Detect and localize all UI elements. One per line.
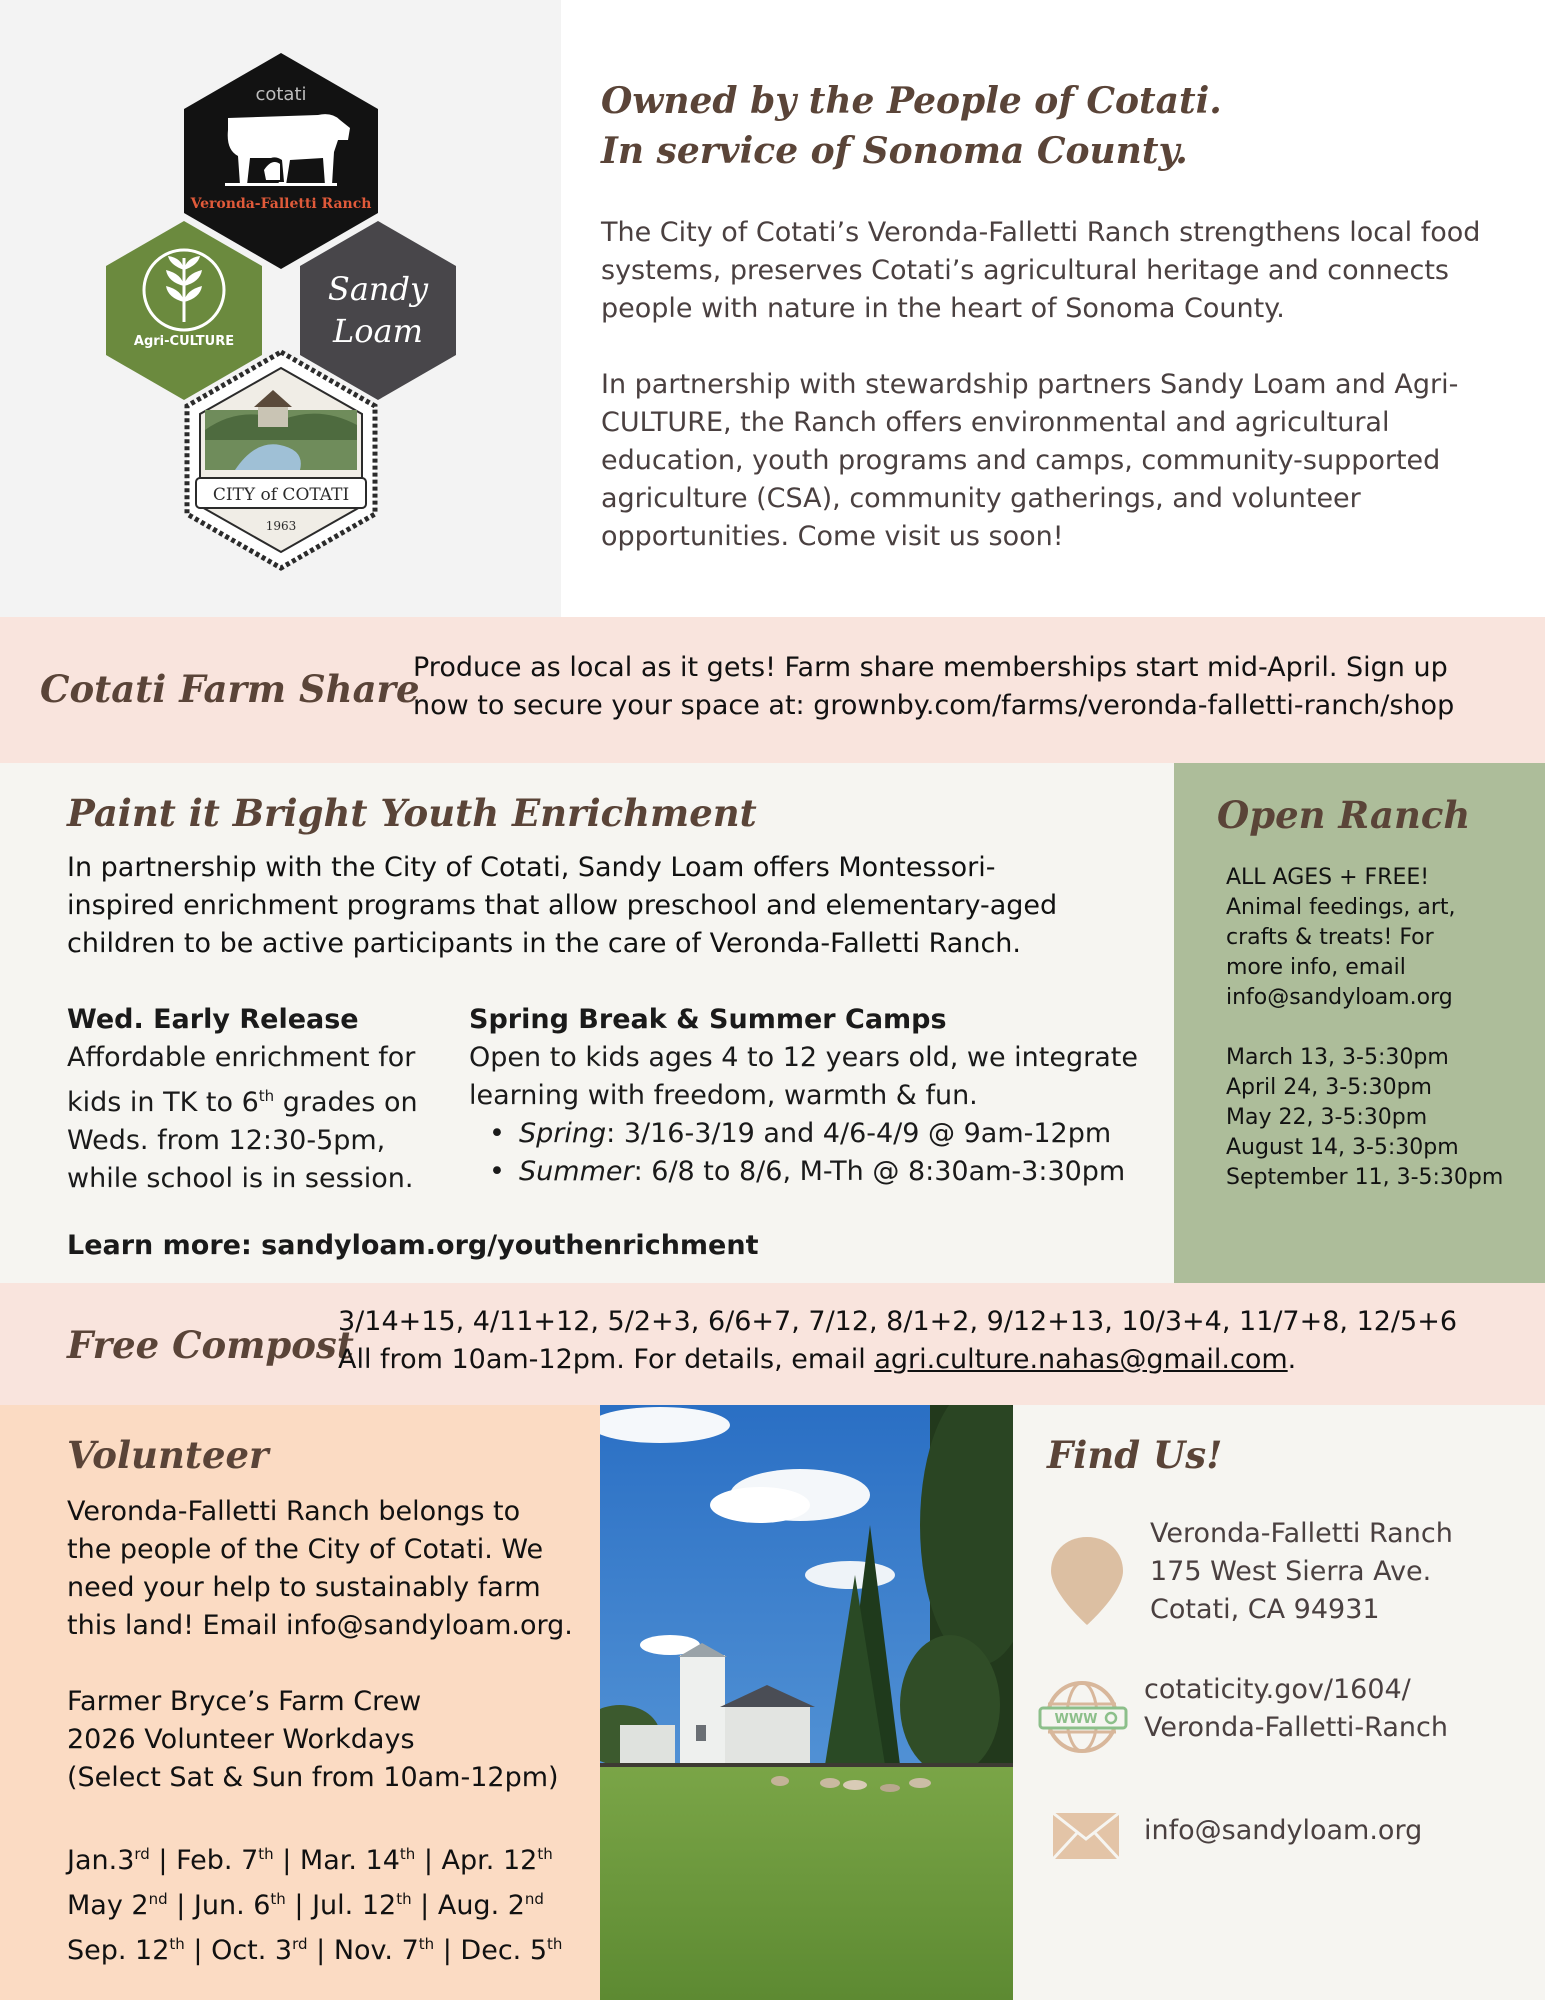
workday: Dec. 5 <box>460 1935 548 1966</box>
open-ranch-dates <box>1226 1043 1525 1193</box>
ordinal-suffix: th <box>547 1935 563 1953</box>
open-ranch-desc-line: ALL AGES + FREE! <box>1226 865 1430 890</box>
svg-text:1963: 1963 <box>265 519 297 533</box>
camps-heading: Spring Break & Summer Camps <box>469 1004 947 1035</box>
headline-line-1: Owned by the People of Cotati. <box>601 80 1222 122</box>
find-us-title: Find Us! <box>1047 1433 1223 1477</box>
svg-text:Loam: Loam <box>333 312 423 350</box>
ordinal-suffix: nd <box>524 1890 544 1908</box>
workday: Aug. 2 <box>437 1890 525 1921</box>
crew-line: 2026 Volunteer Workdays <box>67 1724 415 1755</box>
volunteer-line: the people of the City of Cotati. We <box>67 1534 544 1565</box>
farm-share-band <box>0 617 1545 763</box>
farm-share-line-1: Produce as local as it gets! Farm share memberships start mid-April. Sign up <box>413 652 1448 683</box>
camps-text <box>469 1039 1144 1115</box>
crew-line: (Select Sat & Sun from 10am-12pm) <box>67 1762 559 1793</box>
globe-web-icon <box>1038 1678 1128 1756</box>
open-ranch-date: September 11, 3-5:30pm <box>1226 1165 1504 1190</box>
volunteer-section <box>0 1405 600 2000</box>
svg-text:Veronda-Falletti Ranch: Veronda-Falletti Ranch <box>190 196 372 212</box>
workday: Feb. 7 <box>176 1845 259 1876</box>
volunteer-line: need your help to sustainably farm <box>67 1572 541 1603</box>
ordinal-suffix: th <box>418 1935 435 1953</box>
find-us-section <box>1013 1405 1545 2000</box>
intro-headline <box>601 76 1505 176</box>
youth-lead-line-3: children to be active participants in the care of Veronda-Falletti Ranch. <box>67 928 1022 959</box>
volunteer-title: Volunteer <box>67 1433 269 1477</box>
contact-email-link[interactable]: info@sandyloam.org <box>1144 1815 1423 1846</box>
workday: May 2 <box>67 1890 149 1921</box>
early-release-line-2: kids in TK to 6 <box>67 1087 259 1118</box>
workday: Nov. 7 <box>333 1935 419 1966</box>
address-line: 175 West Sierra Ave. <box>1150 1556 1432 1587</box>
youth-title: Paint it Bright Youth Enrichment <box>67 791 757 835</box>
ordinal-suffix: th <box>537 1845 553 1863</box>
intro-paragraph-1: The City of Cotati’s Veronda-Falletti Ranch strengthens local food systems, preserves Cotati’s agricultural heritage and connects people with nature in the heart of Sonoma County. <box>601 217 1481 324</box>
camps-line-2: learning with freedom, warmth & fun. <box>469 1080 978 1111</box>
headline-line-2: In service of Sonoma County. <box>601 130 1188 172</box>
youth-enrichment-section <box>0 763 1174 1283</box>
workday: Apr. 12 <box>441 1845 538 1876</box>
open-ranch-title: Open Ranch <box>1217 793 1471 837</box>
ordinal-suffix: th <box>396 1890 412 1908</box>
sandy-loam-logo <box>300 221 456 400</box>
address-line: Veronda-Falletti Ranch <box>1150 1518 1453 1549</box>
svg-text:Sandy: Sandy <box>327 270 429 308</box>
workday: Jul. 12 <box>312 1890 397 1921</box>
early-release-heading: Wed. Early Release <box>67 1004 359 1035</box>
ordinal-suffix: th <box>399 1845 416 1863</box>
volunteer-line: Veronda-Falletti Ranch belongs to <box>67 1496 521 1527</box>
volunteer-line: this land! Email info@sandyloam.org. <box>67 1610 573 1641</box>
workday: Oct. 3 <box>211 1935 293 1966</box>
website-link[interactable] <box>1144 1671 1448 1747</box>
workday: Jun. 6 <box>193 1890 271 1921</box>
location-pin-icon <box>1047 1533 1127 1629</box>
ordinal-suffix: th <box>258 1087 275 1105</box>
summer-label: Summer <box>519 1156 634 1187</box>
compost-email-link[interactable]: agri.culture.nahas@gmail.com <box>874 1344 1288 1375</box>
open-ranch-panel <box>1174 763 1545 1283</box>
partner-logos <box>0 0 561 617</box>
open-ranch-desc-line: info@sandyloam.org <box>1226 985 1453 1010</box>
workday: Jan.3 <box>67 1845 135 1876</box>
summer-text: : 6/8 to 8/6, M-Th @ 8:30am-3:30pm <box>633 1156 1126 1187</box>
ordinal-suffix: th <box>270 1890 286 1908</box>
ordinal-suffix: rd <box>134 1845 150 1863</box>
svg-text:Agri-CULTURE: Agri-CULTURE <box>133 334 235 349</box>
workday: Sep. 12 <box>67 1935 170 1966</box>
svg-text:CITY of COTATI: CITY of COTATI <box>212 485 350 505</box>
ordinal-suffix: nd <box>148 1890 168 1908</box>
ranch-logo <box>184 53 378 269</box>
open-ranch-desc-line: crafts & treats! For <box>1226 925 1434 950</box>
spring-camp-item: • Spring: 3/16-3/19 and 4/6-4/9 @ 9am-12pm <box>489 1118 1112 1149</box>
compost-text <box>338 1303 1457 1379</box>
camps-line-1: Open to kids ages 4 to 12 years old, we integrate <box>469 1042 1138 1073</box>
spring-text: : 3/16-3/19 and 4/6-4/9 @ 9am-12pm <box>606 1118 1112 1149</box>
ranch-photo <box>600 1405 1013 2000</box>
address-line: Cotati, CA 94931 <box>1150 1594 1380 1625</box>
ordinal-suffix: th <box>258 1845 274 1863</box>
early-release-line-2-end: grades on <box>274 1087 418 1118</box>
spring-label: Spring <box>519 1118 607 1149</box>
early-release-line-3: Weds. from 12:30-5pm, <box>67 1125 386 1156</box>
early-release-line-1: Affordable enrichment for <box>67 1042 416 1073</box>
website-line: Veronda-Falletti-Ranch <box>1144 1712 1448 1743</box>
camps-column <box>469 1001 1144 1198</box>
ordinal-suffix: rd <box>292 1935 308 1953</box>
open-ranch-date: April 24, 3-5:30pm <box>1226 1075 1432 1100</box>
svg-text:cotati: cotati <box>255 84 307 105</box>
open-ranch-description <box>1226 863 1525 1013</box>
early-release-text <box>67 1039 469 1198</box>
early-release-column <box>67 1001 469 1198</box>
youth-lead-line-1: In partnership with the City of Cotati, Sandy Loam offers Montessori- <box>67 852 996 883</box>
open-ranch-desc-line: Animal feedings, art, <box>1226 895 1456 920</box>
youth-lead-line-2: inspired enrichment programs that allow preschool and elementary-aged <box>67 890 1058 921</box>
intro-section <box>561 0 1545 617</box>
summer-camp-item: • Summer: 6/8 to 8/6, M-Th @ 8:30am-3:30pm <box>489 1156 1126 1187</box>
compost-details-end: . <box>1287 1344 1297 1375</box>
compost-dates: 3/14+15, 4/11+12, 5/2+3, 6/6+7, 7/12, 8/1+2, 9/12+13, 10/3+4, 11/7+8, 12/5+6 <box>338 1306 1458 1337</box>
open-ranch-date: March 13, 3-5:30pm <box>1226 1045 1449 1070</box>
volunteer-paragraph <box>67 1493 580 1645</box>
youth-learn-more-link[interactable]: Learn more: sandyloam.org/youthenrichment <box>67 1230 759 1261</box>
open-ranch-desc-line: more info, email <box>1226 955 1406 980</box>
agri-culture-logo <box>106 221 262 400</box>
envelope-icon <box>1053 1813 1119 1859</box>
farm-crew-info <box>67 1683 580 1797</box>
open-ranch-date: May 22, 3-5:30pm <box>1226 1105 1428 1130</box>
crew-line: Farmer Bryce’s Farm Crew <box>67 1686 422 1717</box>
workday-dates: Jan.3rd | Feb. 7th | Mar. 14th | Apr. 12th May 2nd | Jun. 6th | Jul. 12th | Aug. 2nd Sep. 12th | Oct. 3rd | Nov. 7th | Dec. 5th <box>67 1845 563 1966</box>
intro-paragraph-2: In partnership with stewardship partners Sandy Loam and Agri-CULTURE, the Ranch offers environmental and agricultural education, youth programs and camps, community-supported agriculture (CSA), community gatherings, and volunteer opportunities. Come visit us soon! <box>601 369 1459 552</box>
city-of-cotati-seal <box>187 352 375 568</box>
logo-panel <box>0 0 561 617</box>
camps-list <box>469 1115 1144 1191</box>
farm-share-text <box>413 649 1523 725</box>
compost-title: Free Compost <box>67 1323 354 1367</box>
workday: Mar. 14 <box>299 1845 400 1876</box>
youth-lead <box>67 849 1144 963</box>
compost-details: All from 10am-12pm. For details, email <box>338 1344 875 1375</box>
website-line: cotaticity.gov/1604/ <box>1144 1674 1411 1705</box>
farm-share-title: Cotati Farm Share <box>40 667 420 711</box>
farm-share-line-2: now to secure your space at: grownby.com/farms/veronda-falletti-ranch/shop <box>413 690 1455 721</box>
early-release-line-4: while school is in session. <box>67 1163 414 1194</box>
free-compost-band <box>0 1283 1545 1405</box>
open-ranch-date: August 14, 3-5:30pm <box>1226 1135 1459 1160</box>
ordinal-suffix: th <box>169 1935 185 1953</box>
address-block <box>1150 1515 1453 1629</box>
svg-text:WWW: WWW <box>1054 1712 1098 1727</box>
